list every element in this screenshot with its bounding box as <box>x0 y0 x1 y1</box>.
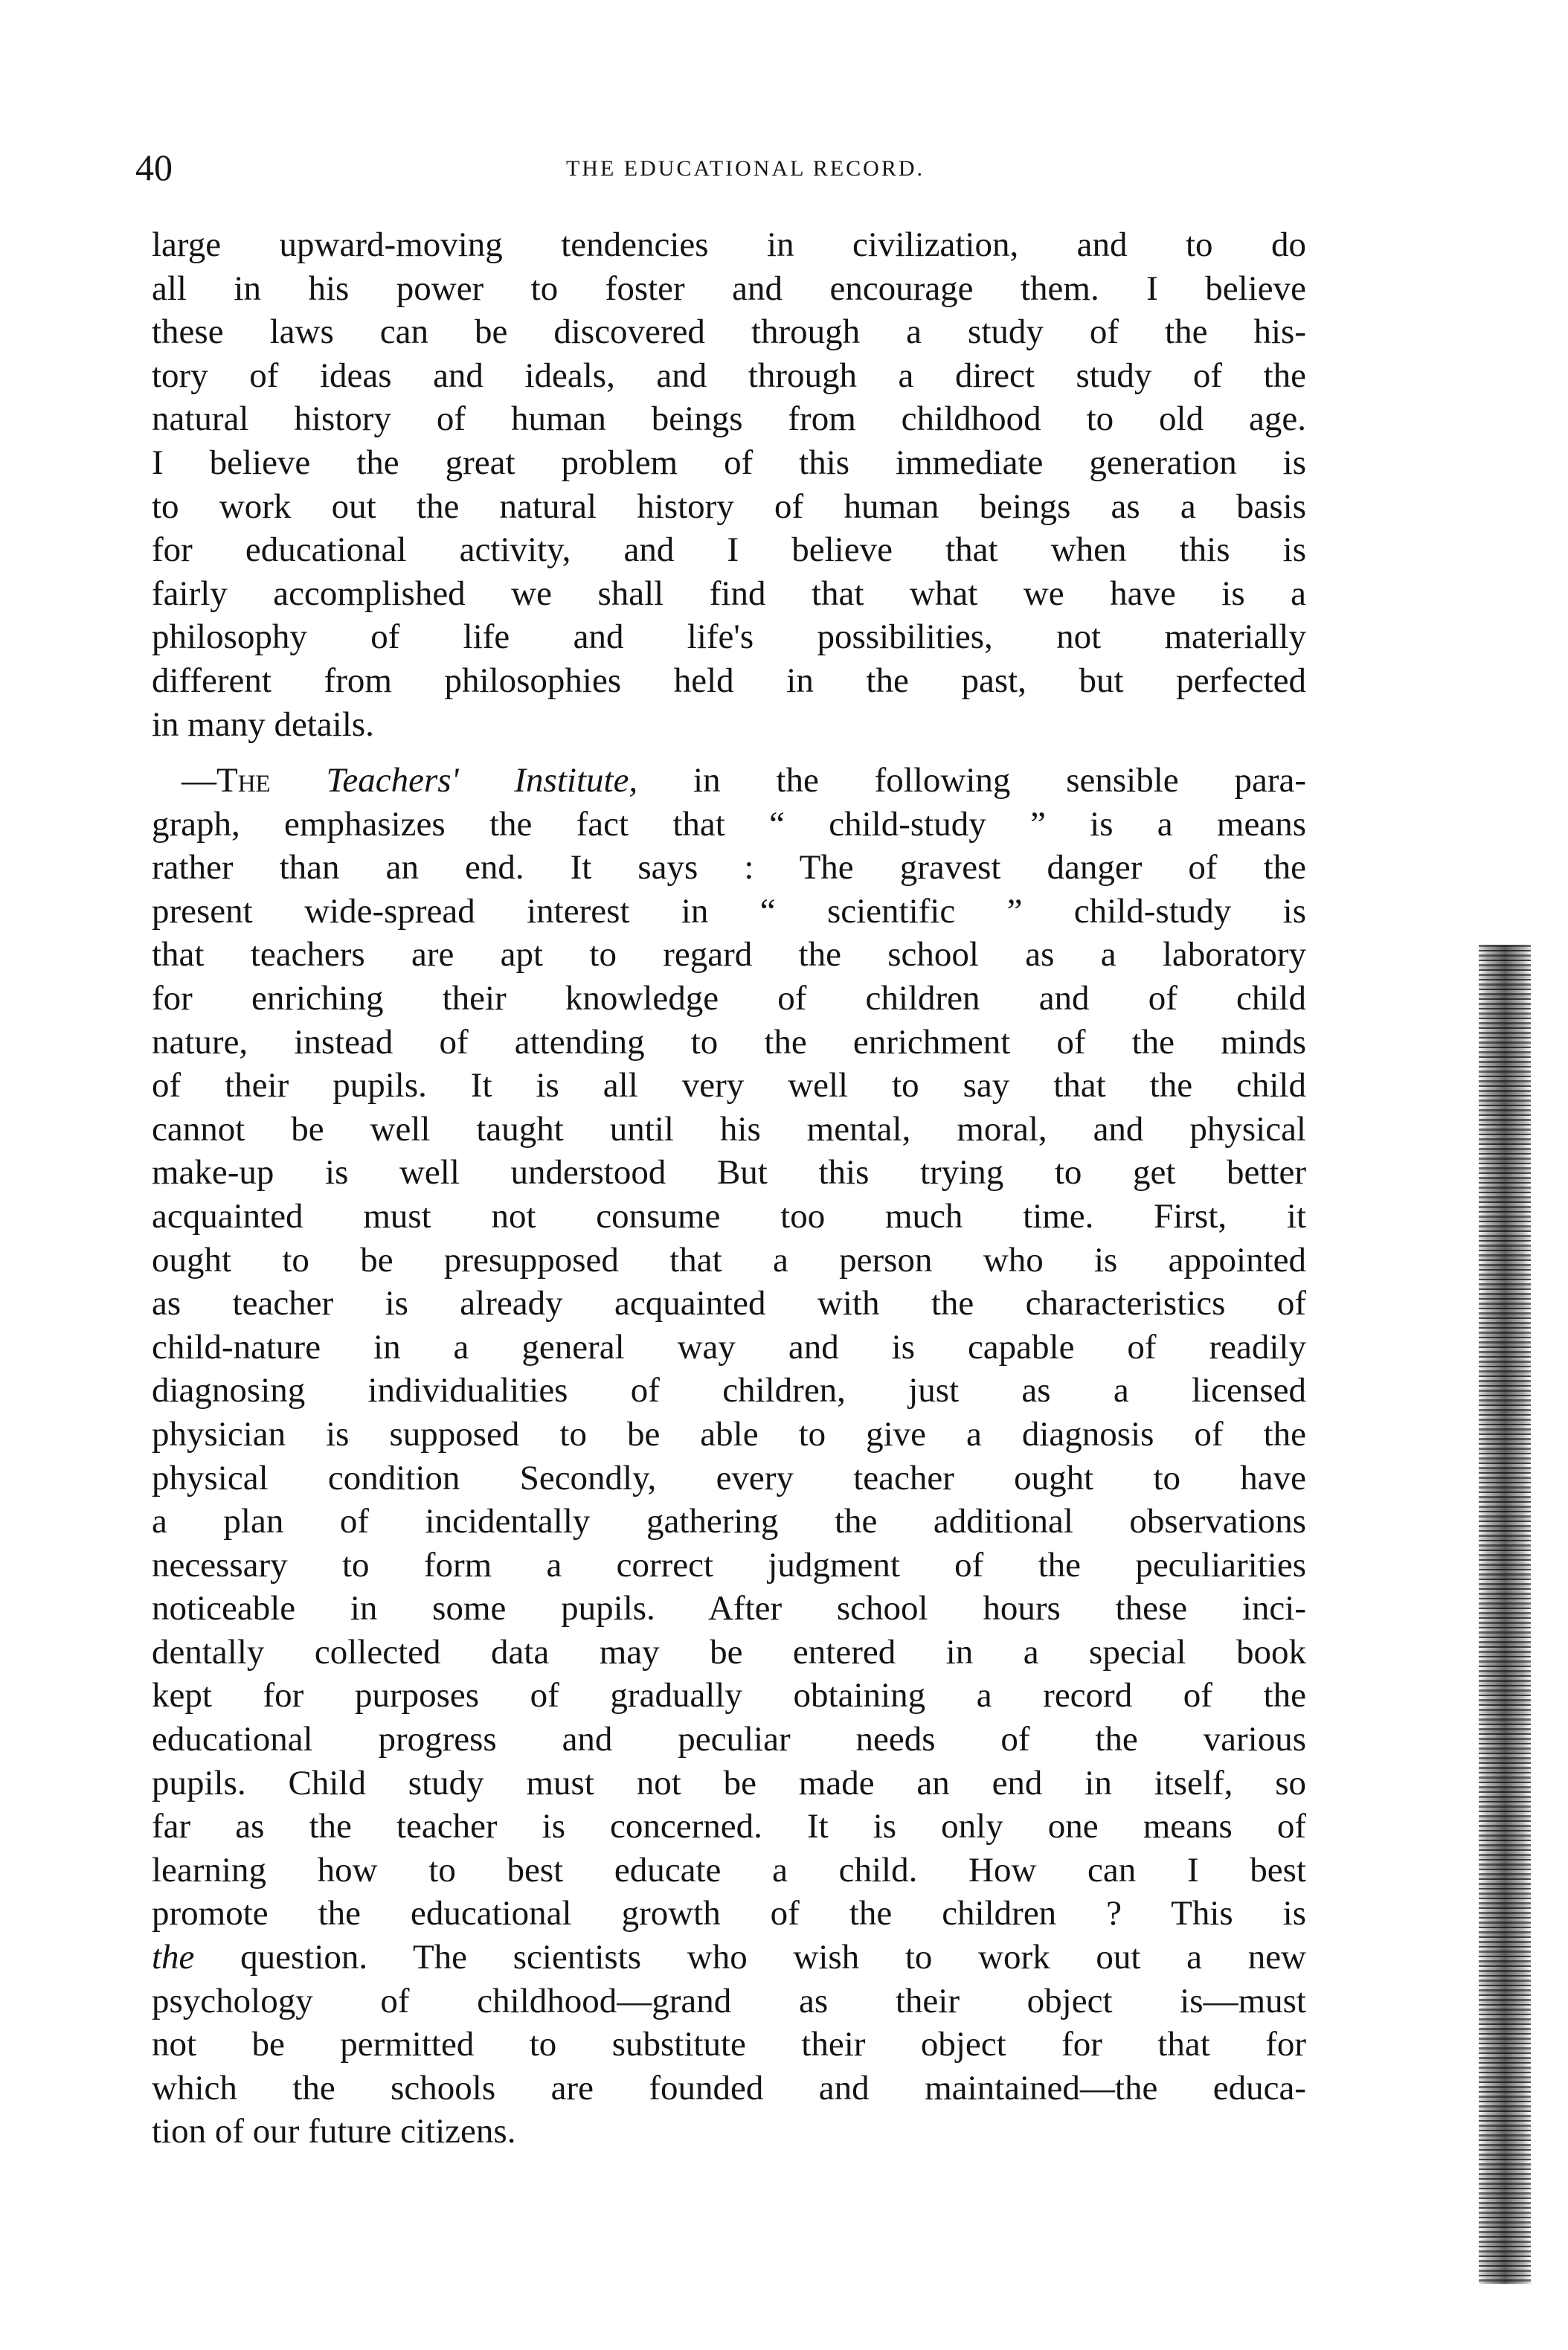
text-line: dentally collected data may be entered in a special book <box>152 1632 1306 1672</box>
paragraph-2-first-line <box>152 759 1306 803</box>
text-line: physician is supposed to be able to give a diagnosis of the <box>152 1414 1306 1454</box>
text-line: not be permitted to substitute their object for that for <box>152 2025 1306 2064</box>
text-line: necessary to form a correct judgment of the peculiarities <box>152 1545 1306 1585</box>
text-line: nature, instead of attending to the enrichment of the minds <box>152 1022 1306 1062</box>
text-line: of their pupils. It is all very well to say that the child <box>152 1066 1306 1105</box>
text-line: promote the educational growth of the children ? This is <box>152 1894 1306 1933</box>
emphasis-line <box>152 1936 1306 1980</box>
text-line: to work out the natural history of human beings as a basis <box>152 487 1306 526</box>
text-line: these laws can be discovered through a study of the his- <box>152 312 1306 352</box>
emphasis-line-rest: question. The scientists who wish to work out a new <box>194 1938 1306 1977</box>
emphasis-word: the <box>152 1938 195 1977</box>
text-line: present wide-spread interest in “ scientific ” child-study is <box>152 891 1306 931</box>
first-line-rest: in the following sensible para- <box>693 761 1306 800</box>
page-header <box>135 149 1311 201</box>
text-line: kept for purposes of gradually obtaining a record of the <box>152 1676 1306 1715</box>
text-line: for educational activity, and I believe that when this is <box>152 530 1306 570</box>
text-line: cannot be well taught until his mental, moral, and physical <box>152 1109 1306 1149</box>
small-caps-the: The <box>216 761 271 800</box>
text-line: I believe the great problem of this immediate generation is <box>152 443 1306 482</box>
text-line: natural history of human beings from childhood to old age. <box>152 399 1306 439</box>
text-line: acquainted must not consume too much time. First, it <box>152 1196 1306 1236</box>
text-line: noticeable in some pupils. After school hours these inci- <box>152 1589 1306 1628</box>
text-line: psychology of childhood—grand as their object is—must <box>152 1981 1306 2020</box>
paragraph-2-closing <box>152 1980 1306 2154</box>
paragraph-2-lines <box>152 803 1306 1936</box>
paragraph-2 <box>152 759 1306 2154</box>
text-line: pupils. Child study must not be made an end in itself, so <box>152 1763 1306 1802</box>
text-line: which the schools are founded and maintained—the educa- <box>152 2068 1306 2107</box>
text-line: far as the teacher is concerned. It is only one means of <box>152 1807 1306 1846</box>
text-line: make-up is well understood But this trying to get better <box>152 1153 1306 1192</box>
text-line: that teachers are apt to regard the school as a laboratory <box>152 935 1306 975</box>
em-dash: — <box>181 761 216 800</box>
page-number: 40 <box>135 147 173 188</box>
running-title: THE EDUCATIONAL RECORD. <box>565 156 925 181</box>
text-line: learning how to best educate a child. How can I best <box>152 1850 1306 1890</box>
text-line: educational progress and peculiar needs of the various <box>152 1720 1306 1759</box>
text-line: ought to be presupposed that a person who is appointed <box>152 1240 1306 1280</box>
text-line: fairly accomplished we shall find that what we have is a <box>152 574 1306 613</box>
text-line: tory of ideas and ideals, and through a direct study of the <box>152 356 1306 395</box>
paragraph-1 <box>152 223 1306 746</box>
text-line: graph, emphasizes the fact that “ child-study ” is a means <box>152 804 1306 844</box>
publication-title: Teachers' Institute, <box>326 761 638 800</box>
text-line: philosophy of life and life's possibilities, not materially <box>152 617 1306 657</box>
text-line: different from philosophies held in the past, but perfected <box>152 661 1306 700</box>
text-line: as teacher is already acquainted with the characteristics of <box>152 1284 1306 1323</box>
text-line: all in his power to foster and encourage them. I believe <box>152 269 1306 308</box>
text-line: tion of our future citizens. <box>152 2112 516 2151</box>
text-line: large upward-moving tendencies in civilization, and to do <box>152 225 1306 264</box>
text-line: for enriching their knowledge of children and of child <box>152 978 1306 1018</box>
text-line: in many details. <box>152 704 374 744</box>
text-line: physical condition Secondly, every teacher ought to have <box>152 1458 1306 1497</box>
page-binding-edge <box>1479 945 1531 2284</box>
text-line: child-nature in a general way and is capable of readily <box>152 1327 1306 1367</box>
text-line: diagnosing individualities of children, just as a licensed <box>152 1371 1306 1410</box>
text-line: rather than an end. It says : The gravest danger of the <box>152 848 1306 887</box>
text-line: a plan of incidentally gathering the additional observations <box>152 1502 1306 1541</box>
